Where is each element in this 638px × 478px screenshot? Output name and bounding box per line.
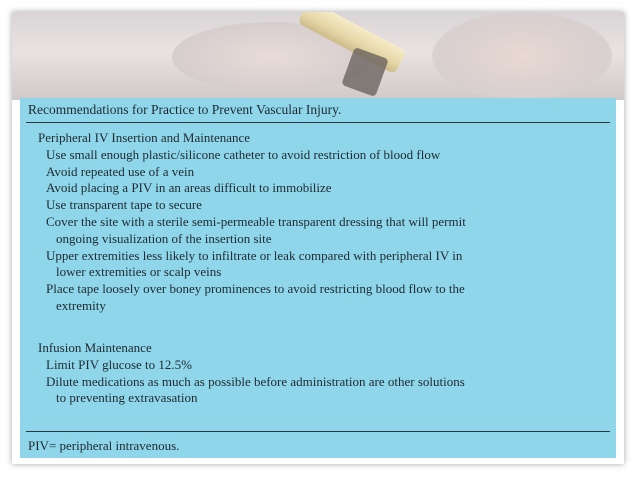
list-item-continuation: lower extremities or scalp veins: [56, 264, 222, 280]
list-item: Dilute medications as much as possible before administration are other solutions: [46, 373, 465, 389]
background-photo: [12, 12, 624, 100]
list-item: Use small enough plastic/silicone catheter to avoid restriction of blood flow: [46, 146, 441, 162]
section-infusion-maintenance: [38, 340, 465, 407]
list-item-continuation: extremity: [56, 297, 106, 313]
photo-skin-area-right: [432, 12, 612, 100]
list-item: Place tape loosely over boney prominences to avoid restricting blood flow to the: [46, 281, 465, 297]
list-item: Limit PIV glucose to 12.5%: [46, 356, 193, 372]
section-peripheral-iv: [38, 130, 466, 315]
slide-frame: [12, 12, 624, 464]
top-rule: [26, 122, 610, 123]
table-title: Recommendations for Practice to Prevent Vascular Injury.: [28, 102, 342, 117]
section-heading: Infusion Maintenance: [38, 340, 152, 355]
table-footnote: PIV= peripheral intravenous.: [28, 438, 180, 453]
section-heading: Peripheral IV Insertion and Maintenance: [38, 130, 251, 145]
list-item-continuation: ongoing visualization of the insertion site: [56, 230, 272, 246]
bottom-rule: [26, 431, 610, 432]
list-item: Use transparent tape to secure: [46, 197, 202, 213]
list-item: Avoid repeated use of a vein: [46, 163, 195, 179]
list-item: Cover the site with a sterile semi-permeable transparent dressing that will permit: [46, 213, 466, 229]
list-item: Upper extremities less likely to infiltrate or leak compared with peripheral IV in: [46, 247, 463, 263]
recommendations-table: [20, 98, 616, 458]
list-item-continuation: to preventing extravasation: [56, 390, 198, 406]
list-item: Avoid placing a PIV in an areas difficult to immobilize: [46, 180, 332, 196]
